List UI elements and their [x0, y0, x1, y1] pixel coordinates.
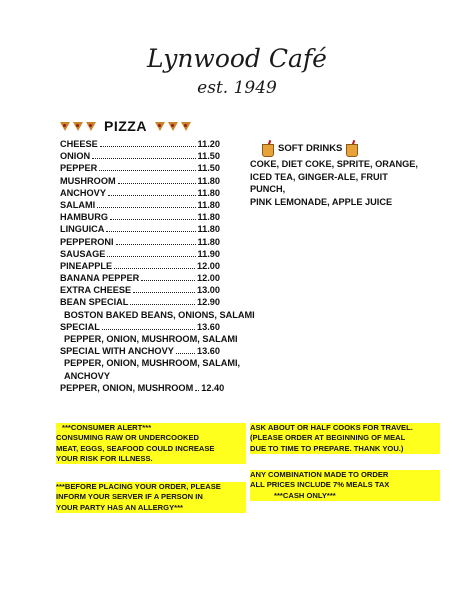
menu-item-name: PINEAPPLE	[60, 260, 113, 271]
menu-item-price: 13.60	[197, 346, 220, 357]
menu-item-name: PEPPERONI	[60, 236, 114, 247]
menu-item-name: EXTRA CHEESE	[60, 285, 132, 296]
special-anchovy-description: PEPPER, ONION, MUSHROOM, SALAMI,	[64, 358, 241, 369]
menu-item	[60, 224, 220, 236]
menu-item-price: 12.90	[197, 297, 220, 308]
menu-item-name: PEPPER	[60, 163, 98, 174]
menu-item-name: SALAMI	[60, 199, 96, 210]
menu-item-name: PEPPER, ONION, MUSHROOM	[60, 382, 194, 393]
note-line: ASK ABOUT OR HALF COOKS FOR TRAVEL.	[250, 423, 413, 432]
menu-item-name: ONION	[60, 151, 91, 162]
menu-item	[60, 322, 220, 334]
bean-special-description: BOSTON BAKED BEANS, ONIONS, SALAMI	[64, 309, 255, 320]
menu-item-price: 11.20	[197, 139, 220, 149]
consumer-alert-note	[56, 423, 246, 464]
menu-item	[60, 237, 220, 249]
special-description: PEPPER, ONION, MUSHROOM, SALAMI	[64, 334, 238, 344]
menu-item-price: 12.00	[197, 273, 220, 284]
menu-item-price: 12.00	[197, 260, 220, 271]
menu-item-price: 11.90	[197, 248, 220, 259]
cash-only-note: ***CASH ONLY***	[274, 490, 336, 500]
menu-item-name: LINGUICA	[60, 224, 105, 235]
drinks-line: PINK LEMONADE, APPLE JUICE	[250, 196, 393, 207]
note-line: CONSUMING RAW OR UNDERCOOKED	[56, 433, 200, 443]
note-line: ***CONSUMER ALERT***	[62, 423, 152, 432]
travel-note	[250, 423, 440, 454]
menu-item-price: 11.80	[197, 224, 220, 235]
menu-item	[60, 249, 220, 261]
menu-item	[60, 285, 220, 297]
menu-item-price: 11.80	[197, 187, 220, 198]
pizza-title: PIZZA	[104, 118, 147, 134]
pizza-header	[60, 116, 210, 136]
menu-item-price: 11.80	[197, 199, 220, 210]
menu-item-price: 11.80	[197, 175, 220, 186]
note-line: ALL PRICES INCLUDE 7% MEALS TAX	[250, 480, 390, 490]
menu-item	[60, 346, 220, 358]
menu-item-name: ANCHOVY	[60, 187, 106, 198]
note-line: (PLEASE ORDER AT BEGINNING OF MEAL	[250, 433, 406, 443]
drink-glass-icon	[262, 140, 274, 156]
menu-item-name: MUSHROOM	[60, 175, 116, 186]
menu-item-name: CHEESE	[60, 139, 98, 149]
pizza-slices-icon	[155, 122, 191, 131]
menu-item	[60, 151, 220, 163]
menu-item	[60, 261, 220, 273]
menu-item-name: BANANA PEPPER	[60, 273, 140, 284]
menu-item-price: 11.80	[197, 212, 220, 223]
allergy-note	[56, 482, 246, 513]
menu-item-price: 11.50	[197, 163, 220, 174]
note-line: DUE TO TIME TO PREPARE. THANK YOU.)	[250, 443, 404, 453]
menu-item-name: HAMBURG	[60, 212, 108, 223]
note-line: YOUR PARTY HAS AN ALLERGY***	[56, 502, 183, 512]
menu-item	[60, 297, 220, 309]
menu-item-price: 11.80	[197, 236, 220, 247]
menu-item	[60, 382, 225, 395]
menu-item	[60, 273, 220, 285]
menu-item-name: SPECIAL WITH ANCHOVY	[60, 346, 174, 357]
menu-item	[60, 212, 220, 224]
menu-item	[60, 188, 220, 200]
drinks-line: COKE, DIET COKE, SPRITE, ORANGE,	[250, 159, 418, 169]
soft-drinks-header	[262, 124, 382, 156]
drinks-line: ICED TEA, GINGER-ALE, FRUIT PUNCH,	[250, 171, 388, 195]
combination-note	[250, 470, 440, 501]
note-line: ***BEFORE PLACING YOUR ORDER, PLEASE	[56, 482, 221, 491]
note-line: MEAT, EGGS, SEAFOOD COULD INCREASE	[56, 443, 215, 453]
note-line: YOUR RISK FOR ILLNESS.	[56, 453, 153, 463]
drink-glass-icon	[346, 140, 358, 156]
menu-item	[60, 139, 220, 151]
menu-item-price: 13.60	[197, 321, 220, 332]
established-year: est. 1949	[197, 78, 277, 98]
menu-item-price: 13.00	[197, 285, 220, 296]
note-line: INFORM YOUR SERVER IF A PERSON IN	[56, 492, 203, 502]
menu-item	[60, 176, 220, 188]
menu-item-price: 12.40	[201, 382, 225, 393]
menu-item-name: SPECIAL	[60, 321, 100, 332]
soft-drinks-list	[250, 158, 420, 208]
special-anchovy-description: ANCHOVY	[64, 370, 110, 381]
cafe-name: Lynwood Café	[147, 44, 327, 73]
menu-item-name: BEAN SPECIAL	[60, 297, 129, 308]
pizza-slices-icon	[60, 122, 96, 131]
menu-item	[60, 163, 220, 175]
pizza-menu-list	[60, 139, 255, 395]
menu-item-name: SAUSAGE	[60, 248, 106, 259]
menu-item	[60, 200, 220, 212]
note-line: ANY COMBINATION MADE TO ORDER	[250, 470, 389, 479]
soft-drinks-title: SOFT DRINKS	[278, 143, 343, 154]
menu-item-price: 11.50	[197, 151, 220, 162]
